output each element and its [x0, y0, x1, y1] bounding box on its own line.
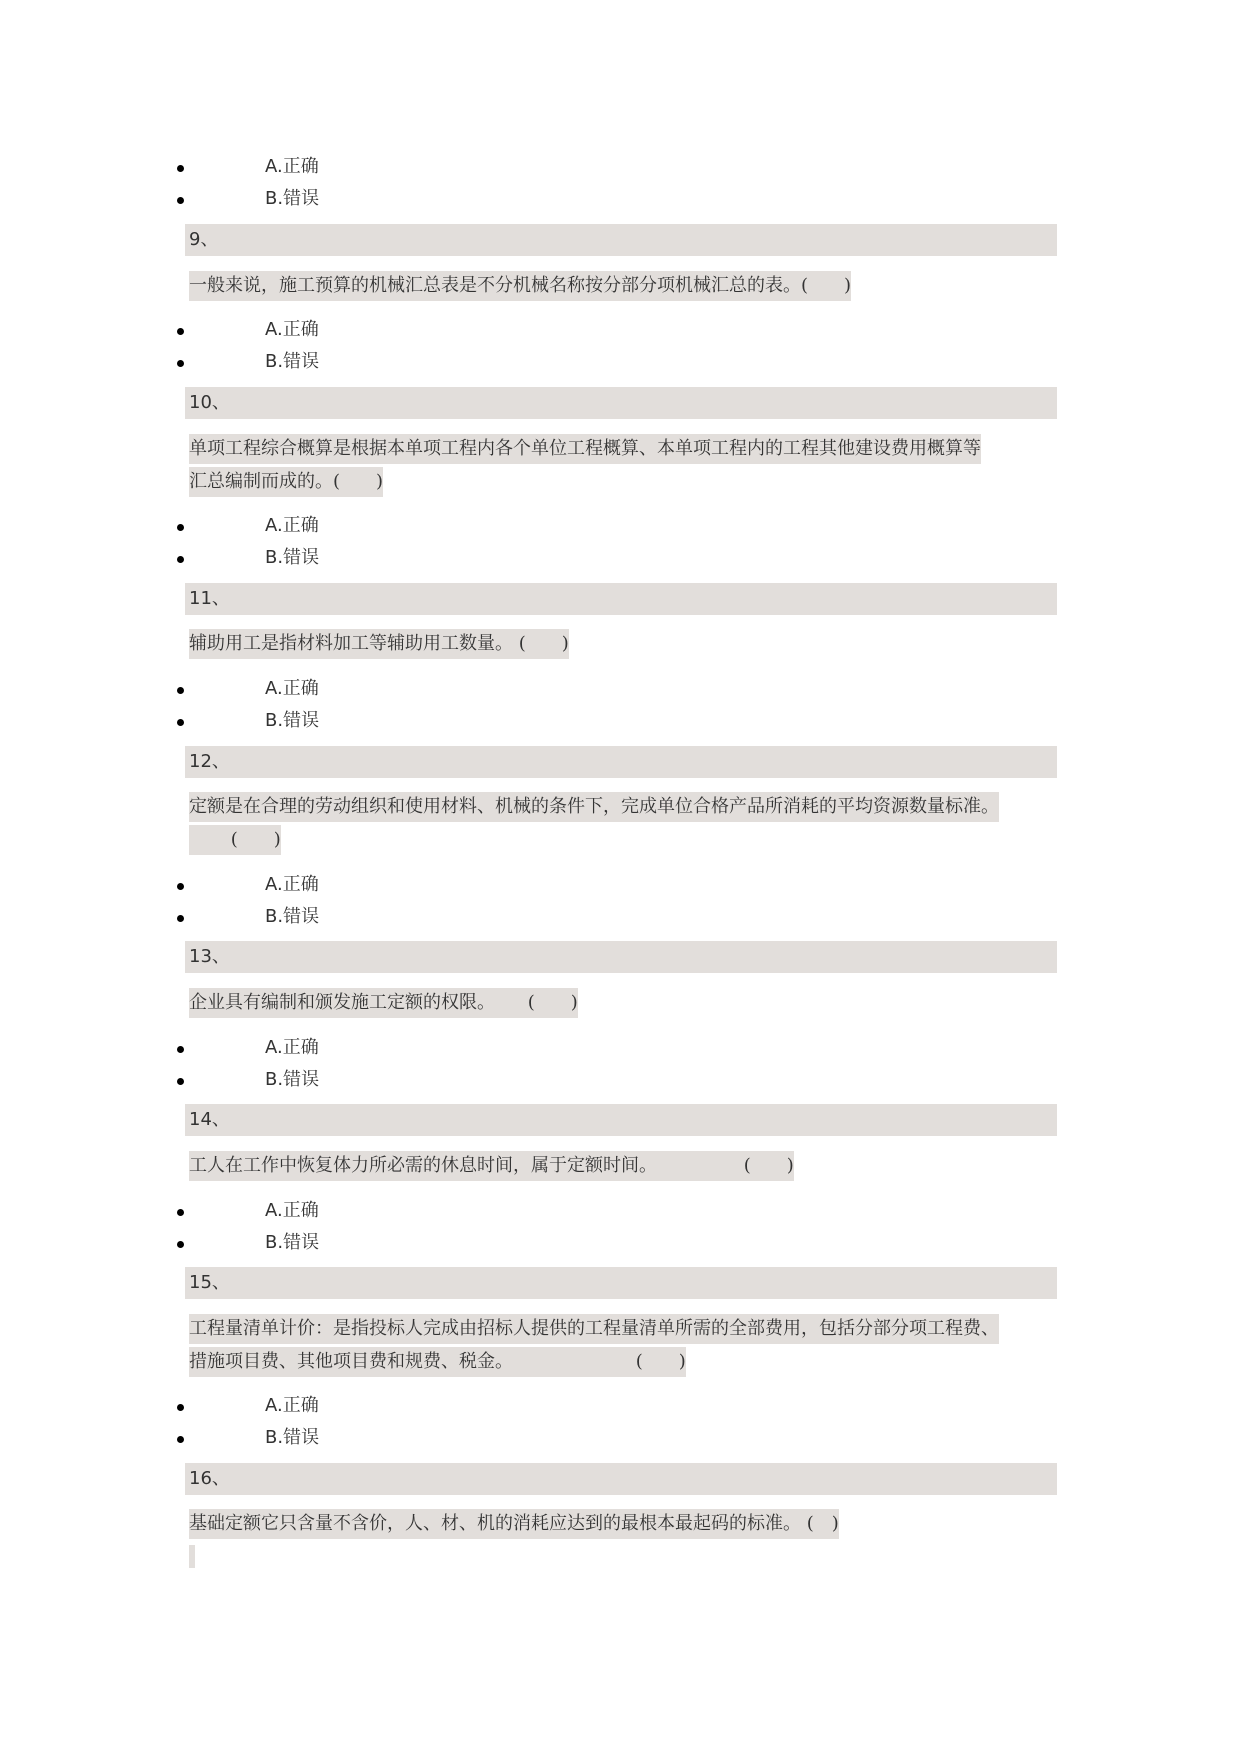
question-line: 基础定额它只含量不含价，人、材、机的消耗应达到的最根本最起码的标准。 ( )	[189, 1509, 839, 1539]
option-label: A.正确	[265, 515, 319, 536]
option-b[interactable]	[177, 706, 477, 736]
bullet-icon	[177, 915, 184, 922]
option-label: B.错误	[265, 906, 320, 927]
bullet-icon	[177, 1078, 184, 1085]
bullet-icon	[177, 1241, 184, 1248]
option-label: B.错误	[265, 1069, 320, 1090]
question-text	[189, 432, 981, 498]
question-text	[189, 1507, 839, 1540]
question-line: ( )	[189, 825, 281, 855]
option-a[interactable]	[177, 1391, 477, 1421]
bullet-icon	[177, 687, 184, 694]
option-b[interactable]	[177, 1065, 477, 1095]
question-text	[189, 627, 569, 660]
question-line: 一般来说，施工预算的机械汇总表是不分机械名称按分部分项机械汇总的表。( )	[189, 271, 851, 301]
option-label: A.正确	[265, 874, 319, 895]
question-number: 11、	[185, 583, 1057, 615]
question-number: 9、	[185, 224, 1057, 256]
option-label: A.正确	[265, 1200, 319, 1221]
option-label: B.错误	[265, 1427, 320, 1448]
option-b[interactable]	[177, 184, 477, 214]
question-number: 14、	[185, 1104, 1057, 1136]
option-label: B.错误	[265, 188, 320, 209]
bullet-icon	[177, 883, 184, 890]
option-a[interactable]	[177, 1196, 477, 1226]
option-label: A.正确	[265, 1037, 319, 1058]
option-label: A.正确	[265, 1395, 319, 1416]
question-text	[189, 790, 999, 856]
option-a[interactable]	[177, 674, 477, 704]
option-label: A.正确	[265, 678, 319, 699]
option-label: B.错误	[265, 351, 320, 372]
question-line: 定额是在合理的劳动组织和使用材料、机械的条件下，完成单位合格产品所消耗的平均资源数量标准。	[189, 792, 999, 822]
question-number: 10、	[185, 387, 1057, 419]
option-b[interactable]	[177, 1423, 477, 1453]
question-line: 单项工程综合概算是根据本单项工程内各个单位工程概算、本单项工程内的工程其他建设费用概算等	[189, 434, 981, 464]
option-b[interactable]	[177, 347, 477, 377]
text-cursor	[189, 1545, 195, 1568]
option-b[interactable]	[177, 543, 477, 573]
bullet-icon	[177, 165, 184, 172]
option-a[interactable]	[177, 152, 477, 182]
option-b[interactable]	[177, 902, 477, 932]
bullet-icon	[177, 556, 184, 563]
bullet-icon	[177, 197, 184, 204]
bullet-icon	[177, 524, 184, 531]
question-number: 12、	[185, 746, 1057, 778]
bullet-icon	[177, 1404, 184, 1411]
option-label: A.正确	[265, 156, 319, 177]
bullet-icon	[177, 1046, 184, 1053]
option-label: B.错误	[265, 1232, 320, 1253]
option-a[interactable]	[177, 1033, 477, 1063]
question-line: 汇总编制而成的。( )	[189, 467, 383, 497]
option-a[interactable]	[177, 315, 477, 345]
question-text	[189, 1312, 999, 1378]
option-a[interactable]	[177, 511, 477, 541]
bullet-icon	[177, 360, 184, 367]
question-number: 15、	[185, 1267, 1057, 1299]
option-b[interactable]	[177, 1228, 477, 1258]
option-a[interactable]	[177, 870, 477, 900]
question-text	[189, 269, 851, 302]
bullet-icon	[177, 328, 184, 335]
question-text	[189, 986, 578, 1019]
question-line: 辅助用工是指材料加工等辅助用工数量。 ( )	[189, 629, 569, 659]
question-number: 16、	[185, 1463, 1057, 1495]
option-label: B.错误	[265, 547, 320, 568]
option-label: A.正确	[265, 319, 319, 340]
option-label: B.错误	[265, 710, 320, 731]
question-line: 工人在工作中恢复体力所必需的休息时间，属于定额时间。 ( )	[189, 1151, 794, 1181]
question-line: 企业具有编制和颁发施工定额的权限。 ( )	[189, 988, 578, 1018]
question-line: 工程量清单计价：是指投标人完成由招标人提供的工程量清单所需的全部费用，包括分部分项工程费、	[189, 1314, 999, 1344]
question-number: 13、	[185, 941, 1057, 973]
bullet-icon	[177, 1209, 184, 1216]
bullet-icon	[177, 1436, 184, 1443]
bullet-icon	[177, 719, 184, 726]
question-text	[189, 1149, 794, 1182]
question-line: 措施项目费、其他项目费和规费、税金。 ( )	[189, 1347, 686, 1377]
